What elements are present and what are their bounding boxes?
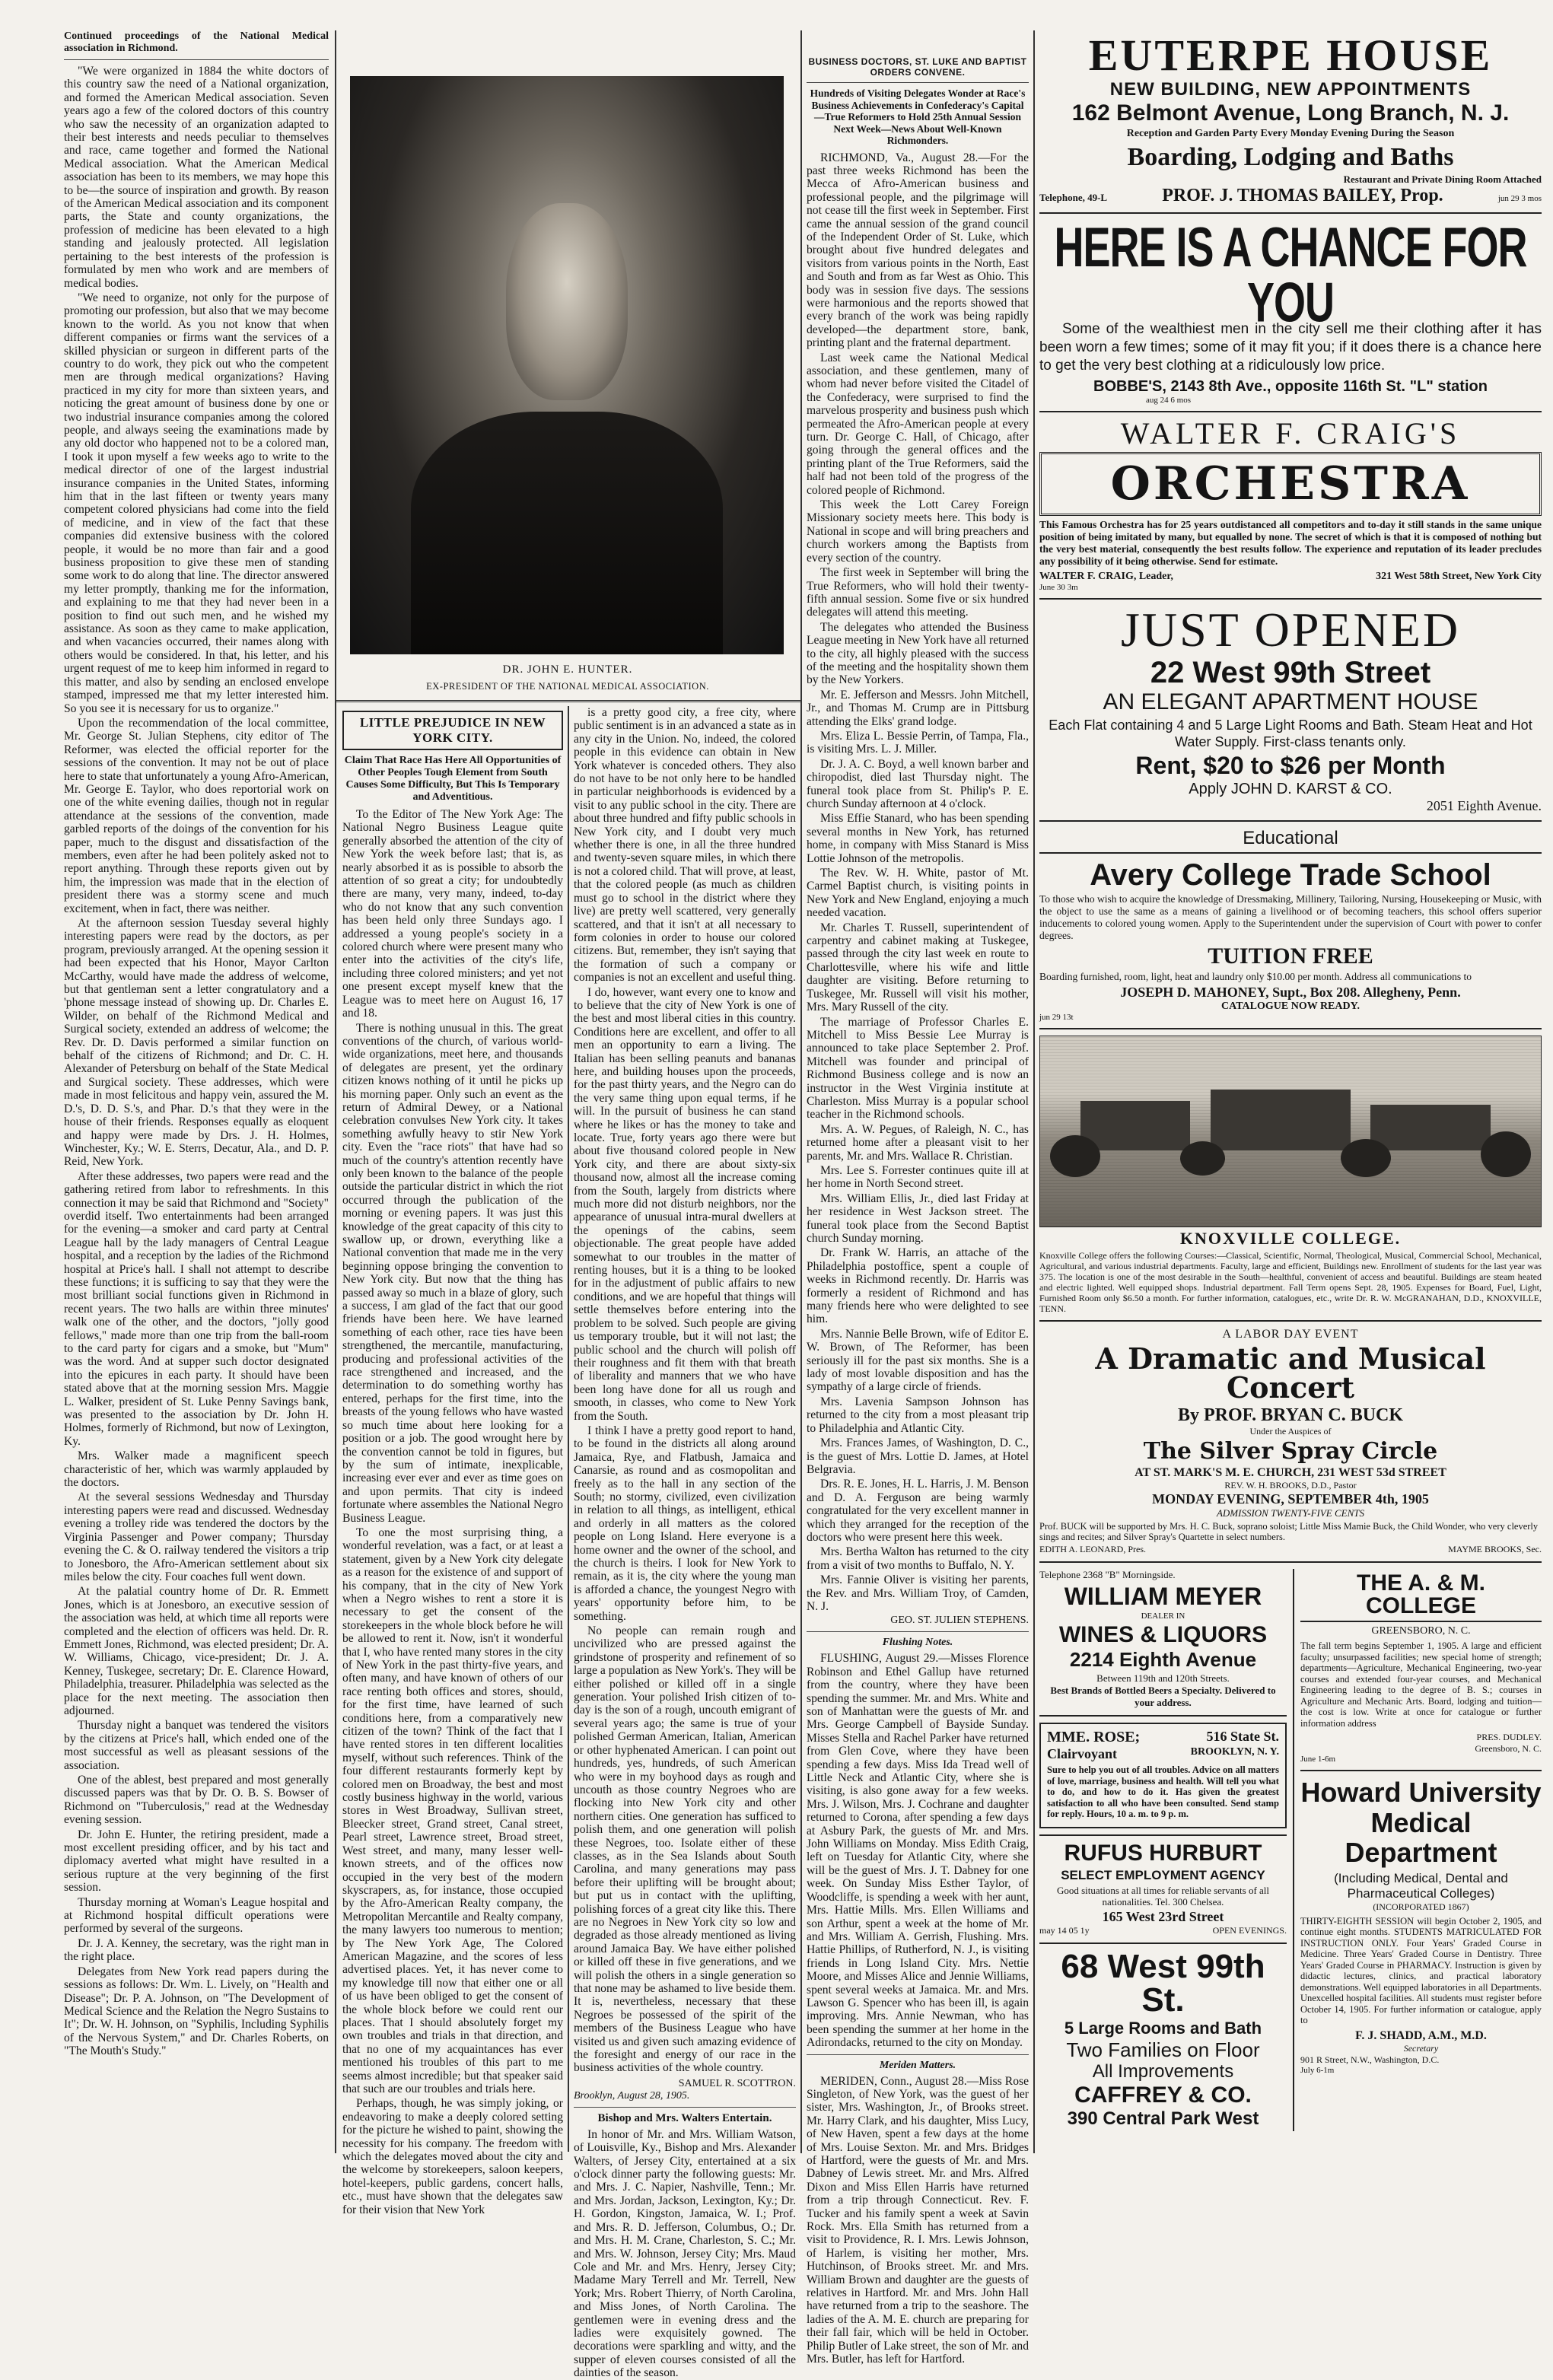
article-paragraph: Dr. Frank W. Harris, an attache of the Philadelphia postoffice, spent a couple of weeks in Richmond recently. Dr. Harris was formerly a resident of Richmond and has many friends here who were delighted to see him.	[807, 1246, 1029, 1326]
article-paragraph: Miss Effie Stanard, who has been spending several months in New York, has returned home, in company with Miss Stanard is Miss Lottie Johnson of the metropolis.	[807, 812, 1029, 865]
column-richmond	[807, 30, 1029, 2366]
caffrey-subhead: 5 Large Rooms and Bath	[1064, 2018, 1262, 2038]
howard-name: Howard University Medical Department	[1300, 1777, 1542, 1869]
article-paragraph: One of the ablest, best prepared and most generally discussed papers was that by Dr. O. B. S. Bowser of Richmond on "Tuberculosis," read at the Wednesday evening session.	[64, 1774, 329, 1827]
article-paragraph: Delegates from New York read papers during the sessions as follows: Dr. Wm. L. Lively, on "Health and Disease"; Dr. P. A. Johnson, on "The Development of Medical Science and the Relation the Negro Sustains to It"; Dr. W. H. Johnson, on "Syphilis, Including Syphilis of the Nervous System," and Dr. Charles Roberts, on "The Mouth's Study."	[64, 1965, 329, 2058]
column-rule	[800, 30, 802, 2153]
avery-contact: JOSEPH D. MAHONEY, Supt., Box 208. Allegheny, Penn.	[1120, 985, 1461, 1000]
rose-city: BROOKLYN, N. Y.	[1190, 1746, 1279, 1758]
article-paragraph: After these addresses, two papers were read and the gathering retired from labor to refreshments. In this connection it may be said that Richmond and "Society" overdid itself. Two entertainments had been arranged for the evening—a smoker and card party at Central League hall by the lady managers of Central League hospital, and a reception by the ladies of the Richmond hospital at Price's hall. I shall not attempt to describe these functions; it is sufficing to say that they were the most brilliant social functions given in Richmond in recent years. The two halls are within three minutes' walk one of the other, and the doctors, "jolly good fellows," made more than one trip from the ball-room to the card party for cigars and a smoke, but "Mum" was the word. And at supper such doctor designated into the epicures in each party. It should have been stated above that at the morning session Mrs. Maggie L. Walker, president of St. Luke Penny Savings bank, was presented to the association by Dr. John H. Holmes, formerly of Richmond, but now of Lexington, Ky.	[64, 1169, 329, 1448]
column-advertisements	[1039, 30, 1542, 2153]
euterpe-reception: Reception and Garden Party Every Monday Evening During the Season	[1126, 128, 1455, 139]
date-code: July 6-1m	[1300, 2065, 1335, 2075]
ad-am-college	[1300, 1572, 1542, 1764]
prejudice-signature: SAMUEL R. SCOTTRON.	[678, 2077, 796, 2089]
karst-street: 22 West 99th Street	[1150, 656, 1431, 689]
caffrey-address: 390 Central Park West	[1067, 2108, 1259, 2129]
article-paragraph: Mrs. Walker made a magnificent speech characteristic of her, which was warmly applauded by the doctors.	[64, 1449, 329, 1490]
article-paragraph: I do, however, want every one to know and to believe that the city of New York is one of the best and most liberal cities in this country. Conditions here are excellent, and offer to all men an opportunity to earn a living. The Italian has been selling peanuts and bananas here, and building houses upon the proceeds, for the past thirty years, and the Negro can do the very same thing upon equal terms, if he will. In the pursuit of business he can stand where he likes or has the money to take and locate. True, forty years ago there were but about five thousand colored people in New York city, and there are about sixty-six thousand now, almost all the increase coming from the South, largely from districts where much more did not disturb neighbors, nor the appearance of unusual intra-mural dwellers at the openings of the cabins, seem objectionable. The great people have added somewhat to our troubles in the matter of renting houses, but it is a thing to be looked for in the adjustment of public affairs to new conditions, and we are hopeful that things will settle themselves before entering into the problem to be solved. Such people are giving us temporary trouble, but it will not last; the public school and the church will polish off their roughness and fit them with that breath of liberality and manners that we who have been long have done for all us rough and smooth, in classes, who come to New York from the South.	[574, 985, 796, 1423]
educational-label: Educational	[1039, 828, 1542, 854]
am-college-pres: PRES. DUDLEY.	[1476, 1732, 1542, 1742]
section-rule	[336, 700, 800, 702]
rose-role: Clairvoyant	[1047, 1746, 1117, 1761]
column-medical-association	[64, 30, 329, 2153]
euterpe-address: 162 Belmont Avenue, Long Branch, N. J.	[1071, 100, 1510, 126]
article-paragraph: The Rev. W. H. White, pastor of Mt. Carmel Baptist church, is visiting points in New York and New England, enjoying a much needed vacation.	[807, 867, 1029, 920]
euterpe-name: EUTERPE HOUSE	[1088, 30, 1493, 80]
concert-admission: ADMISSION TWENTY-FIVE CENTS	[1216, 1507, 1365, 1519]
craig-address: 321 West 58th Street, New York City	[1376, 571, 1542, 582]
article-paragraph: To one the most surprising thing, a wonderful revelation, was a fact, or at least a statement, given by a New York city delegate as a reason for the existence of and support of his company, that in the city of New York when a Negro wishes to rent a store it is necessary to get the consent of the storekeepers in the whole block before he will be allowed to rent it. Now, isn't it wonderful that I, who have rented many stores in the city of New York in the past thirty-five years, and often many, and have known of others of our race renting both offices and stores, should, for the first time, have learned of such conditions here, from a comparatively new citizen of the town? Think of the fact that I have rented stores in ten different localities myself, without such references. Think of the four different restaurants formerly kept by colored men on Broadway, the best and most costly business highway in the world, various stores in West Broadway, Sullivan street, Bleecker street, Grand street, Canal street, Pearl street, Lawrence street, Broad street, West street, and many, many lesser well-known streets, and of the offices now occupied in the very best of the modern skyscrapers, as, for instance, those occupied by the Afro-American Realty company, the Metropolitan Mercantile and Realty company, the many lawyers too numerous to mention; by The New York Age, The Colored American Magazine, and the scores of less advertised places. Yet, it has never come to my knowledge till now that either one or all of us have been obliged to get the consent of the whole block before we could rent our places. That I should absolutely forget my own troubles and trials in that direction, and that no one of my acquaintances has ever mentioned his troubles of this part to me seems almost incredible; but that speaker said that such are our troubles and trials here.	[342, 1526, 563, 2095]
hurbert-address: 165 West 23rd Street	[1102, 1908, 1224, 1924]
euterpe-proprietor: PROF. J. THOMAS BAILEY, Prop.	[1162, 186, 1443, 205]
karst-subhead: AN ELEGANT APARTMENT HOUSE	[1103, 689, 1478, 714]
euterpe-tagline: NEW BUILDING, NEW APPOINTMENTS	[1109, 79, 1472, 100]
ad-grid-left	[1039, 1569, 1294, 2131]
ad-euterpe-house	[1039, 30, 1542, 206]
concert-auspices: Under the Auspices of	[1249, 1426, 1332, 1437]
article-paragraph: Mrs. Lee S. Forrester continues quite ill at her home in North Second street.	[807, 1163, 1029, 1191]
column-prejudice-right	[574, 706, 796, 2380]
ad-craig-orchestra	[1039, 418, 1542, 592]
rose-name: MME. ROSE;	[1047, 1729, 1141, 1745]
bobbe-store: BOBBE'S, 2143 8th Ave., opposite 116th St. "L" station	[1093, 378, 1488, 395]
hurbert-hours: OPEN EVENINGS.	[1212, 1924, 1287, 1936]
date-code: jun 29 13t	[1039, 1013, 1074, 1022]
ad-grid-bottom	[1039, 1569, 1542, 2131]
article-paragraph: At the several sessions Wednesday and Thursday interesting papers were read and discussed. Wednesday evening a trolley ride was tendered the doctors by the Virginia Passenger and Power company; Thursday evening the C. & O. railway tendered the visitors a trip to Jonesboro, the Afro-American settlement about six miles below the city. Four coaches full went down.	[64, 1491, 329, 1583]
avery-text: To those who wish to acquire the knowledge of Dressmaking, Millinery, Tailoring, Nursing, Housekeeping or Music, with the object to use the same as a means of gaining a livelihood or of becoming teachers, this school offers superior inducements to colored young women. Apply to the Superintendent under the supervision of Court with power to confer degrees.	[1039, 893, 1542, 941]
ad-avery-college	[1039, 860, 1542, 1022]
ad-rufus-hurbert	[1039, 1842, 1287, 1936]
howard-sub: (Including Medical, Dental and Pharmaceutical Colleges)	[1334, 1870, 1508, 1901]
article-paragraph: Mrs. Frances James, of Washington, D. C., is the guest of Mrs. Lottie D. James, at Hotel Belgravia.	[807, 1437, 1029, 1476]
meyer-text: Best Brands of Bottled Beers a Specialty. Delivered to your address.	[1050, 1685, 1276, 1708]
howard-inc: (INCORPORATED 1867)	[1373, 1901, 1469, 1912]
concert-pres: EDITH A. LEONARD, Pres.	[1039, 1544, 1146, 1554]
avery-tuition: TUITION FREE	[1208, 943, 1373, 969]
concert-date: MONDAY EVENING, SEPTEMBER 4th, 1905	[1152, 1491, 1429, 1507]
howard-address: 901 R Street, N.W., Washington, D.C.	[1300, 2054, 1440, 2065]
article-paragraph: Thursday morning at Woman's League hospital and at Richmond hospital difficult operations were performed by several of the surgeons.	[64, 1895, 329, 1936]
flushing-text: FLUSHING, August 29.—Misses Florence Robinson and Ethel Gallup have returned from the country, where they have been spending the summer. Mr. and Mrs. White and son of Manhattan were the guests of Mr. and Mrs. George Campbell of Bayside Sunday. Misses Stella and Rachel Parker have returned from Glen Cove, where they have been spending a few days. Miss Ida Tread well of Little Neck and Atlantic City, where she is visiting, is also gone away for a few weeks. Mrs. J. Wilson, Mrs. J. Cochrane and daughter returned to Corona, after spending a few days at Asbury Park, the guests of Mr. and Mrs. John Williams on Monday. Miss Edith Craig, left on Tuesday for Atlantic City, where she will be the guest of Mrs. J. T. Dabney for one week. On Sunday Miss Esther Taylor, of Woodcliffe, is spending a week with her aunt, Mrs. Hattie Mills. Mrs. Ellen Williams and son Arthur, spent a week at the home of Mr. and Mrs. William A. Gerrish, Flushing. Mrs. Hattie Phillips, of Rutherford, N. J., is visiting friends in Long Island City. Mrs. Nettie Moore, and Misses Alice and Jennie Williams, spent several weeks at Jamaica. Mr. and Mrs. Lawson G. Spencer who has been ill, is again improving. Mrs. Annie Newman, who has been spending the summer at her home in the Adirondacks, returned to the city on Monday.	[807, 1652, 1029, 2050]
meyer-product: WINES & LIQUORS	[1058, 1622, 1268, 1647]
howard-secretary-name: F. J. SHADD, A.M., M.D.	[1355, 2028, 1487, 2042]
date-code: June 30 3m	[1039, 583, 1078, 592]
karst-text: Each Flat containing 4 and 5 Large Light Rooms and Bath. Steam Heat and Hot Water Supply. First-class tenants only.	[1049, 718, 1532, 749]
walters-text: In honor of Mr. and Mrs. William Watson, of Louisville, Ky., Bishop and Mrs. Alexander Walters, of Jersey City, entertained at a six o'clock dinner party the following guests: Mr. and Mrs. J. C. Napier, Nashville, Tenn.; Mr. and Mrs. Jordan, Jackson, Lexington, Ky.; Dr. H. Gordon, Kingston, Jamaica, W. I.; Prof. and Mrs. R. D. Jefferson, Columbus, O.; Dr. and Mrs. H. M. Crane, Charleston, S. C.; Mr. and Mrs. W. Johnson, Jersey City; Mrs. Maud Cole and Mr. and Mrs. Henry, Jersey City; Madame Mary Terrell and Mr. Terrell, New York; Mrs. Robert Thierry, of North Carolina, and Miss Jones, of North Carolina. The gentlemen were in evening dress and the ladies were exquisitely gowned. The decorations were sparkling and witty, and the supper of eleven courses consisted of all the dainties of the season.	[574, 2127, 796, 2380]
portrait-caption	[342, 663, 793, 692]
article-paragraph: Dr. J. A. Kenney, the secretary, was the right man in the right place.	[64, 1936, 329, 1964]
ad-labor-day-concert	[1039, 1328, 1542, 1555]
caption-name: DR. JOHN E. HUNTER.	[502, 663, 633, 676]
column-rule	[1033, 30, 1035, 2153]
am-college-name: THE A. & M. COLLEGE	[1300, 1572, 1542, 1622]
richmond-deck: Hundreds of Visiting Delegates Wonder at Race's Business Achievements in Confederacy's Capital—True Reformers to Hold 25th Annual Session Next Week—News About Well-Known Richmonders.	[810, 88, 1026, 146]
meyer-name: WILLIAM MEYER	[1064, 1583, 1262, 1610]
article-paragraph: Dr. J. A. C. Boyd, a well known barber and chiropodist, died last Thursday night. The funeral took place from St. Philip's P. E. church Sunday afternoon at 4 o'clock.	[807, 757, 1029, 810]
article-paragraph: Mrs. William Ellis, Jr., died last Friday at her residence in West Jackson street. The funeral took place from the Second Baptist church Sunday morning.	[807, 1192, 1029, 1245]
ad-just-opened	[1039, 603, 1542, 814]
article-paragraph: Drs. R. E. Jones, H. L. Harris, J. M. Benson and D. A. Ferguson are being warmly congratulated for the very excellent manner in which they arranged for the reception of the doctors who were present here this week.	[807, 1478, 1029, 1544]
concert-by: By PROF. BRYAN C. BUCK	[1177, 1405, 1404, 1425]
meyer-between: Between 119th and 120th Streets.	[1096, 1672, 1230, 1684]
euterpe-restaurant: Restaurant and Private Dining Room Attached	[1343, 173, 1542, 185]
article-paragraph: Thursday night a banquet was tendered the visitors by the citizens at Price's hall, which ended one of the most successful as well as pleasant sessions of the association.	[64, 1719, 329, 1772]
euterpe-services: Boarding, Lodging and Baths	[1127, 143, 1454, 171]
column-rule	[335, 30, 336, 2153]
article-paragraph: Mrs. Nannie Belle Brown, wife of Editor E. W. Brown, of The Reformer, has been seriously ill for the past six months. She is a lady of most lovable disposition and has the sympathy of a large circle of friends.	[807, 1327, 1029, 1394]
portrait-photo	[350, 76, 784, 654]
article-paragraph: Mrs. A. W. Pegues, of Raleigh, N. C., has returned home after a pleasant visit to her parents, Mr. and Mrs. Wallace R. Christian.	[807, 1122, 1029, 1163]
article-paragraph: Last week came the National Medical association, and these gentlemen, many of whom had never before visited the Citadel of the Confederacy, were surprised to find the marvelous prosperity and business push which permeated the Afro-American people at every turn. Dr. George C. Hall, of Chicago, after going through the general offices and the printing plant of the True Reformers, said the half had not been told of the progress of the colored people of Richmond.	[807, 351, 1029, 497]
prejudice-headline: LITTLE PREJUDICE IN NEW YORK CITY.	[342, 711, 563, 750]
concert-venue: AT ST. MARK'S M. E. CHURCH, 231 WEST 53d STREET	[1135, 1466, 1446, 1479]
craig-orchestra-word: ORCHESTRA	[1039, 452, 1542, 516]
article-paragraph: Perhaps, though, he was simply joking, or endeavoring to make a deeply colored setting for the picture he wished to paint, showing the necessity for his company. The freedom with which the delegates moved about the city and the welcome by storekeepers, saloon keepers, hotel-keepers, public gardens, concert halls, etc., must have shown that the delegates saw for their vision that New York	[342, 2097, 563, 2216]
article-paragraph: The marriage of Professor Charles E. Mitchell to Miss Bessie Lee Murray is announced to take place September 2. Prof. Mitchell was founder and principal of Richmond Business college and is now an instructor in the West Virginia institute at Charleston. Miss Murray is a popular school teacher in the Richmond schools.	[807, 1015, 1029, 1122]
karst-headline: JUST OPENED	[1120, 603, 1461, 657]
karst-apply: Apply JOHN D. KARST & CO.	[1189, 781, 1392, 797]
article-paragraph: This week the Lott Carey Foreign Missionary society meets here. This body is National in scope and will bring preachers and church workers among the Baptists from every section of the country.	[807, 498, 1029, 565]
article-paragraph: RICHMOND, Va., August 28.—For the past three weeks Richmond has been the Mecca of Afro-American business and professional people, and the pilgrimage will not cease till the first week in September. First came the annual session of the grand council of the Independent Order of St. Luke, which brought about five hundred delegates and visitors from various points in the North, East and South and from as far West as Ohio. This body was in session five days. The sessions were harmonious and the reports showed that every branch of the work was being rapidly developed—the department store, bank, printing plant and the fraternal department.	[807, 151, 1029, 350]
karst-address: 2051 Eighth Avenue.	[1426, 798, 1542, 813]
meyer-dealer: DEALER IN	[1141, 1612, 1185, 1621]
concert-headline: A Dramatic and Musical Concert	[1095, 1341, 1486, 1405]
bobbe-headline: HERE IS A CHANCE FOR YOU	[1054, 216, 1527, 334]
date-code: may 14 05 1y	[1039, 1924, 1090, 1936]
craig-name: WALTER F. CRAIG'S	[1120, 416, 1461, 450]
craig-text: This Famous Orchestra has for 25 years outdistanced all competitors and to-day it still stands in the same unique position of being imitated by many, but equalled by none. The secret of which is that it is composed of nothing but the very best material, consequently the best results follow. The experience and reputation of its leader precludes any possibility of it being otherwise. Send for estimate.	[1039, 519, 1542, 567]
am-college-text: The fall term begins September 1, 1905. A large and efficient faculty; unsurpassed facilities; new special home of strength; departments—Agriculture, Mechanical Engineering, two-year courses and extended four-year courses, and Mechanical Engineering leading to the degree of B. S.; courses in Agriculture and Mechanic Arts. Board, lodging and tuition—the cost is low. Write at once for catalogue or further information address	[1300, 1640, 1542, 1729]
knoxville-engraving	[1039, 1036, 1542, 1227]
caffrey-agent: CAFFREY & CO.	[1074, 2082, 1252, 2108]
article-paragraph: No people can remain rough and uncivilized who are pressed against the grindstone of prosperity and refinement of so large a population as New York's. They will be either polished or killed off in a single generation. Your polished Irish citizen of to-day is the son of a rough, uncouth emigrant of several years ago; the same is true of your polished German American, Italian, American or other hyphenated American. I can point out hundreds, yes, hundreds, of such American who were in my boyhood days as rough and uncouth as those country Negroes who are flocking into New York city and other northern cities. One generation has sufficed to polish them, and one generation will polish these Negroes, too. Isolate either of these classes, as in the Sea Islands about South Carolina, and many generations may pass before their uplifting will be brought about; but put us in contact with the uplifting, polishing forces of a great city like this. There are no Negroes in New York city so low and degraded as those already mentioned as living around Jamaica Bay. We have either polished or killed off these in five generations, and we will polish the others in a single generation so that none may be ashamed to live beside them. It is, nevertheless, necessary that these Negroes be possessed of the spirit of the members of the Business League who have visited us and given such amazing evidence of the foresight and energy of our race in the business activities of the whole country.	[574, 1624, 796, 2075]
ad-mme-rose	[1039, 1723, 1287, 1828]
date-code: aug 24 6 mos	[1146, 396, 1191, 405]
rose-address: 516 State St.	[1206, 1729, 1279, 1744]
article-paragraph: is a pretty good city, a free city, where public sentiment is in an advanced a state as in any city in the Union. No, indeed, the colored people in this evidence can obtain in New York whatever is conceded others. They also do not have to be not only here to be handled in particular neighborhoods is evidenced by a visit to any public school in the city. There are about three hundred and fifty public schools in New York city, and I doubt very much whether there is one, in all the three hundred and twenty-seven square miles, in which there is not a colored child. That will prove, at least, that the colored people (as much as children must go to school in the district where they live) are pretty well scattered, very generally scattered, and that it isn't at all necessary to form colonies in order to house our colored citizens. But, remember, they isn't saying that the formation of such a company or companies is not an excellent and useful thing.	[574, 706, 796, 985]
ad-grid-right	[1300, 1569, 1542, 2131]
walters-headline: Bishop and Mrs. Walters Entertain.	[597, 2111, 772, 2124]
flushing-headline: Flushing Notes.	[882, 1637, 953, 1649]
article-paragraph: I think I have a pretty good report to hand, to be found in the districts all along around Jamaica, Rye, and Flatbush, Jamaica and Canarsie, as round and as cosmopolitan and freely as to the hall in any section of the South; no stormy, civilized, even civilization in relation to all things, as intelligent, ethical and orderly in all matters as the colored people on Long Island. Here everyone is a home owner and the owner of the school, and the church is theirs. I look for New York to remain, as it is, the city where the young man is afforded a chance, the youngest Negro with years' opportunity before him, to be something.	[574, 1424, 796, 1623]
prejudice-dateline: Brooklyn, August 28, 1905.	[574, 2089, 690, 2102]
article-paragraph: At the palatial country home of Dr. R. Emmett Jones, which is at Jonesboro, an executive session of the association was held, at which time all reports were completed and the election of officers was held. Dr. R. Emmett Jones, Richmond, was elected president; Dr. A. W. Williams, Chicago, vice-president; Dr. J. A. Kenney, Tuskegee, secretary; Dr. E. Clarence Howard, Philadelphia, treasurer. Philadelphia was selected as the place for the next meeting. The association then adjourned.	[64, 1585, 329, 1717]
am-college-city: Greensboro, N. C.	[1475, 1743, 1542, 1754]
concert-pre: A LABOR DAY EVENT	[1222, 1328, 1359, 1341]
ad-bobbes-clothing	[1039, 216, 1542, 405]
caffrey-headline: 68 West 99th St.	[1061, 1947, 1265, 2019]
article-paragraph: There is nothing unusual in this. The great conventions of the church, of various world-wide organizations, meet here, and thousands of delegates are present, yet the ordinary citizen knows nothing of it until he picks up his morning paper. Only such an event as the return of Admiral Dewey, or a National celebration convulses New York city. It takes something awfully heavy to stir New York city. Even the "race riots" that have had so much of the country's attention recently have only been known to the balance of the people outside the particular district in which the riot occurred through the publication of the morning or evening papers. It was just this knowledge of the great capacity of this city to swallow up, or drown, everything like a National convention that made me in the very beginning oppose bringing the convention to New York city. But now that the thing has passed away so much in a blaze of glory, such a success, I am glad of the fact that our good friends have been here. We have learned something of each other, race ties have been strengthened, the mercantile, manufacturing, producing and professional activities of the race strengthened and increased, and the determination to do something worthy has entered, perhaps for the first time, into the breasts of the young fellows who have wasted so much time about here looking for a position or a job. The good wrought here by the convention cannot be told in figures, but by the sum of intimate, inexplicable, increasing ever ever and ever as time goes on and upon permits. That city is indeed fortunate where assembles the National Negro Business League.	[342, 1021, 563, 1525]
caption-title: EX-PRESIDENT OF THE NATIONAL MEDICAL ASSOCIATION.	[426, 681, 709, 692]
article-paragraph: Mrs. Eliza L. Bessie Perrin, of Tampa, Fla., is visiting Mrs. L. J. Miller.	[807, 729, 1029, 756]
hurbert-subhead: SELECT EMPLOYMENT AGENCY	[1061, 1867, 1265, 1882]
article-paragraph: Dr. John E. Hunter, the retiring president, made a most excellent presiding officer, and by his tact and diplomacy averted what might have resulted in a serious rupture at the very beginning of the first session.	[64, 1828, 329, 1895]
article-paragraph: The first week in September will bring the True Reformers, who will hold their twenty-fifth annual session. Some five or six hundred delegates will attend this meeting.	[807, 566, 1029, 619]
article-paragraph: To the Editor of The New York Age: The National Negro Business League quite generally absorbed the attention of the city of New York the week before last; that is, as nearly absorbed it as is possible to absorb the attention of so great a city; for undoubtedly there are many, very many, indeed, to-day who do not know that any such convention has been held only three Sundays ago. I addressed a young people's society in a colored church where were present many who enter into the activities of the city's life, including three colored ministers; and yet not one present except myself knew that the League was to meet here on August 16, 17 and 18.	[342, 808, 563, 1020]
richmond-signature: GEO. ST. JULIEN STEPHENS.	[890, 1615, 1029, 1627]
ad-william-meyer	[1039, 1569, 1287, 1709]
article-paragraph: Mrs. Lavenia Sampson Johnson has returned to the city from a most pleasant trip to Philadelphia and Atlantic City.	[807, 1395, 1029, 1435]
caffrey-line1: Two Families on Floor	[1066, 2038, 1260, 2061]
knoxville-text: Knoxville College offers the following Courses:—Classical, Scientific, Normal, Theological, Musical, Commercial School, Mechanical, Agricultural, and various industrial departments. Faculty, large and efficient, Buildings new. Enrollment of students for the last year was 375. The location is one of the most desirable in the South—healthful, convenient of access and beautiful. Buildings are steam heated and electric lighted. Well equipped shops. Industrial department. Fall Term opens Sept. 28, 1905. Expenses for Board, Fuel, Light, Furnished Room only $6.50 a month. For further information, catalogues, etc., write Dr. R. W. McGRANAHAN, D.D., KNOXVILLE, TENN.	[1039, 1250, 1542, 1314]
column-rule	[568, 706, 569, 2152]
article-paragraph: Mrs. Fannie Oliver is visiting her parents, the Rev. and Mrs. William Troy, of Camden, N. J.	[807, 1573, 1029, 1613]
richmond-top-head: BUSINESS DOCTORS, ST. LUKE AND BAPTIST ORDERS CONVENE.	[808, 56, 1027, 78]
howard-text: THIRTY-EIGHTH SESSION will begin October 2, 1905, and continue eight months. STUDENTS MATRICULATED FOR INSTRUCTION ONLY. Four Years' Graded Course in Medicine. Three Years' Graded Course in Dentistry. Three Years' Graded Course in PHARMACY. Instruction is given by didactic lectures, clinics, and practical laboratory demonstrations. Well equipped laboratories in all Departments. Unexcelled hospital facilities. All students must register before October 14, 1905. For further information or catalogue, apply to	[1300, 1915, 1542, 2026]
concert-circle: The Silver Spray Circle	[1143, 1438, 1438, 1465]
concert-text: Prof. BUCK will be supported by Mrs. H. C. Buck, soprano soloist; Little Miss Mamie Buck, the Child Wonder, who very cleverly sings and recites; and Silver Spray's Quartette in select numbers.	[1039, 1521, 1539, 1542]
ad-caffrey-apartments	[1039, 1947, 1287, 2129]
article-paragraph: Mr. Charles T. Russell, superintendent of carpentry and cabinet making at Tuskegee, passed through the city last week en route to Charlottesville, where his wife and little daughter are visiting. Before returning to Tuskegee, Mr. Russell will visit his mother, Mrs. Mary Russell of the city.	[807, 921, 1029, 1014]
article-paragraph: "We were organized in 1884 the white doctors of this country saw the need of a National organization, and formed the American Medical association. Seven years ago a few of the colored doctors of this country who saw the necessity of an organization adapted to their best interests and needs peculiar to themselves and race, came together and formed the National Medical association. What the American Medical association has been to its members, we may hope this to be—the source of inspiration and growth. By reason of the American Medical association and its component parts, the State and county organizations, the profession of medicine has been elevated to a high standing and jealously protected. All legislation pertaining to the best interests of the profession is formulated by men who work and are members of medical bodies.	[64, 65, 329, 290]
ad-howard-university	[1300, 1777, 1542, 2075]
meriden-text: MERIDEN, Conn., August 28.—Miss Rose Singleton, of New York, was the guest of her sister, Mrs. Washington, Jr., of Brooks street. Mr. Harry Clark, and his daughter, Miss Lucy, of New Haven, spent a few days at the home of Mrs. Louise Sexton. Mr. and Mrs. Bridges of Hartford, were the guests of Mr. and Mrs. Dabney of Lewis street. Mr. and Mrs. Alfred Dixon and Miss Ellen Harris have returned from a trip through Connecticut. Rev. F. Tucker and his family spent a week at Savin Rock. Mrs. Ella Smith has returned from a visit to Providence, R. I. Mrs. Lewis Johnson, of Harlem, is visiting her mother, Mrs. Hutchinson, of Brooks street. Mr. and Mrs. William Brown and daughter are the guests of relatives in Hartford. Mr. and Mrs. John Hall have returned from a trip to the seashore. The ladies of the A. M. E. church are preparing for their fall fair, which will be held in October. Philip Butler of Lake street, the son of Mr. and Mrs. Butler, has left for Hartford.	[807, 2074, 1029, 2366]
avery-catalogue: CATALOGUE NOW READY.	[1221, 1001, 1360, 1012]
bobbe-text: Some of the wealthiest men in the city sell me their clothing after it has been worn a few times; some of it may fit you; if it does there is a chance here to get the very best clothing at a ridiculously low price.	[1039, 321, 1542, 374]
prejudice-deck: Claim That Race Has Here All Opportunities of Other Peoples Tough Element from South Causes Some Difficulty, But This Is Temporary and Adventitious.	[344, 755, 562, 803]
article-paragraph: The delegates who attended the Business League meeting in New York have all returned to the city, all highly pleased with the success of the meeting and the hospitality shown them by the New Yorkers.	[807, 620, 1029, 687]
article-paragraph: Mrs. Bertha Walton has returned to the city from a visit of two months to Buffalo, N. Y.	[807, 1545, 1029, 1572]
craig-leader: WALTER F. CRAIG, Leader,	[1039, 571, 1173, 582]
avery-name: Avery College Trade School	[1090, 858, 1491, 892]
meriden-headline: Meriden Matters.	[879, 2059, 956, 2071]
article-paragraph: Upon the recommendation of the local committee, Mr. George St. Julian Stephens, city editor of The Reformer, was elected the official reporter for the sessions of the convention. It may not be out of place here to state that unfortunately a young Afro-American, Mr. George E. Taylor, who does reportorial work on one of the white evening dailies, though not in regular attendance at the sessions of the convention, made garbled reports of the doings of the convention for his paper, much to the disgust and dissatisfaction of the members, even after he had been politely asked not to report anything. Through these reports given out by him, the impression was made that in the election of president there was a stormy scene and much excitement, when in fact, there was neither.	[64, 716, 329, 915]
meyer-address: 2214 Eighth Avenue	[1069, 1648, 1257, 1671]
howard-secretary: Secretary	[1403, 2042, 1439, 2054]
hurbert-name: RUFUS HURBURT	[1064, 1840, 1262, 1866]
euterpe-telephone: Telephone, 49-L	[1039, 192, 1108, 203]
meyer-phone: Telephone 2368 "B" Morningside.	[1039, 1569, 1176, 1580]
hurbert-text: Good situations at all times for reliable servants of all nationalities. Tel. 300 Chelsea.	[1056, 1884, 1270, 1908]
rose-text: Sure to help you out of all troubles. Advice on all matters of love, marriage, business and health. Will tell you what to do, and how to do it. Has given the greatest satisfaction to all who have been consulted. Send stamp for reply. Hours, 10 a. m. to 9 p. m.	[1047, 1764, 1279, 1819]
article-paragraph: Mr. E. Jefferson and Messrs. John Mitchell, Jr., and Thomas M. Crump are in Pittsburg attending the Elks' grand lodge.	[807, 688, 1029, 728]
am-college-place: GREENSBORO, N. C.	[1371, 1625, 1471, 1637]
date-code: jun 29 3 mos	[1497, 194, 1542, 203]
column-prejudice-left	[342, 706, 563, 2216]
article-paragraph: "We need to organize, not only for the purpose of promoting our profession, but also that we may become known to the world. As you not know that when different companies or firms want the services of a skilled physician or surgeon in different parts of the country to do work, they pick out who the competent men are through medical organizations? Having practiced in my city for more than sixteen years, and noticing the great amount of business done by one or two industrial insurance companies among the colored people, and always seeing the examinations made by any old doctor who happened not to be a colored man, I took it upon myself a few weeks ago to write to the medical director of one of the largest industrial insurance companies in the United States, informing him that in the last fifteen or twenty years many competent colored physicians had come into the field of medicine, and in view of the fact that these companies did extensive business with the colored people, it would be no more than fair and a good business proposition to give these men of standing some work to do along that line. The director answered my letter promptly, thanking me for the information, and explaining to me that they had never been in a position to find out such men, and he wished my assistance. As soon as they came to make application, and when vacancies occurred, their names along with others would be considered. In that, his letter, and his urgent request of me to keep him informed in regard to this matter, and also by sending an enclosed envelope stamped, impressed me that my letter interested him. So you see it is necessary for us to organize."	[64, 291, 329, 715]
top-fragment: Continued proceedings of the National Medical association in Richmond.	[64, 30, 329, 54]
caffrey-line2: All Improvements	[1092, 2060, 1234, 2082]
ad-knoxville-college	[1039, 1036, 1542, 1314]
concert-pastor: REV. W. H. BROOKS, D.D., Pastor	[1224, 1480, 1357, 1491]
knoxville-name: KNOXVILLE COLLEGE.	[1179, 1229, 1402, 1248]
avery-board: Boarding furnished, room, light, heat and laundry only $10.00 per month. Address all communications to	[1039, 971, 1472, 982]
date-code: June 1-6m	[1300, 1755, 1336, 1764]
article-paragraph: At the afternoon session Tuesday several highly interesting papers were read by the doctors, as per program, previously arranged. At the opening session it had been expected that his Honor, Mayor Carlton McCarthy, would have made the address of welcome, but that gentleman sent a letter congratulatory and a 'phone message instead of showing up. Dr. Charles E. Wilder, on behalf of the Richmond Medical and Surgical society, extended an address of welcome; the Rev. Dr. D. Davis performed a similar function on behalf of the citizens of Richmond; and Dr. C. H. Alexander of Petersburg on behalf of the State Medical and Surgical society. These addresses, which were made in most felicitous and happy vein, assured the M. D.'s, D. D. S.'s, and Phar. D.'s that they were in the house of their friends. Responses equally as eloquent and happy were made by Drs. J. H. Holmes, Winchester, Ky.; W. E. Sterrs, Decatur, Ala., and D. P. Reid, New York.	[64, 917, 329, 1169]
concert-sec: MAYME BROOKS, Sec.	[1448, 1544, 1542, 1554]
karst-rent: Rent, $20 to $26 per Month	[1135, 752, 1446, 779]
